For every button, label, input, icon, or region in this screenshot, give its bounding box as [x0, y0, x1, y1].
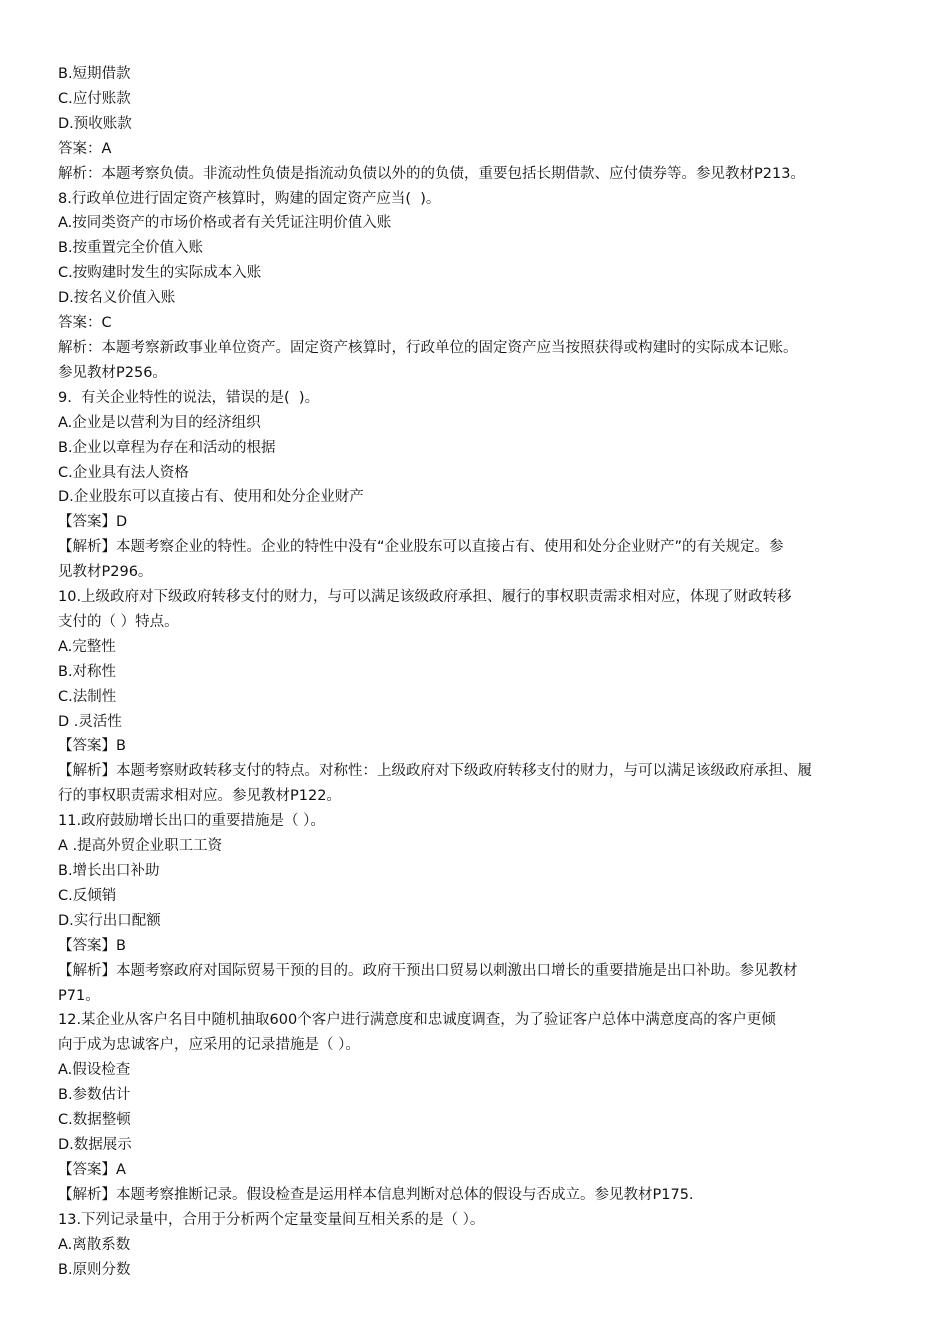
document-page [58, 62, 896, 1282]
text-line: C.法制性 [58, 688, 117, 705]
text-line: D.实行出口配额 [58, 912, 161, 929]
text-line: 【解析】本题考察企业的特性。企业的特性中没有“企业股东可以直接占有、使用和处分企业财产”的有关规定。参 [58, 539, 784, 556]
text-line: D.按名义价值入账 [58, 290, 176, 307]
text-line: A.按同类资产的市场价格或者有关凭证注明价值入账 [58, 215, 392, 232]
text-line: C.应付账款 [58, 90, 131, 107]
text-line: C.数据整顿 [58, 1112, 131, 1129]
text-line: B.短期借款 [58, 66, 131, 82]
text-line: 【解析】本题考察推断记录。假设检查是运用样本信息判断对总体的假设与否成立。参见教材P175. [58, 1186, 694, 1203]
text-line: B.对称性 [58, 663, 117, 680]
text-line: C.企业具有法人资格 [58, 464, 189, 481]
text-line: 10.上级政府对下级政府转移支付的财力，与可以满足该级政府承担、履行的事权职责需求相对应，体现了财政转移 [58, 589, 792, 606]
text-line: 【解析】本题考察财政转移支付的特点。对称性：上级政府对下级政府转移支付的财力，与可以满足该级政府承担、履 [58, 763, 812, 780]
text-line: C.反倾销 [58, 887, 117, 904]
text-line: 【答案】A [58, 1161, 126, 1178]
text-line: 9. 有关企业特性的说法，错误的是( )。 [58, 389, 320, 406]
text-line: B.按重置完全价值入账 [58, 240, 204, 257]
text-line: 12.某企业从客户名目中随机抽取600个客户进行满意度和忠诚度调查，为了验证客户总体中满意度高的客户更倾 [58, 1012, 776, 1029]
text-line: 参见教材P256。 [58, 364, 167, 381]
text-line: D .灵活性 [58, 713, 122, 730]
text-line: 向于成为忠诚客户，应采用的记录措施是（ ）。 [58, 1037, 360, 1054]
text-line: B.原则分数 [58, 1261, 131, 1278]
text-line: 解析：本题考察负债。非流动性负债是指流动负债以外的的负债，重要包括长期借款、应付债券等。参见教材P213。 [58, 165, 805, 182]
text-line: A.离散系数 [58, 1236, 131, 1253]
text-line: A.假设检查 [58, 1062, 131, 1079]
text-line: 见教材P296。 [58, 564, 153, 581]
text-line: 【答案】D [58, 514, 128, 531]
text-line: 【答案】B [58, 738, 126, 755]
text-line: A.企业是以营利为目的经济组织 [58, 414, 261, 431]
text-line: B.参数估计 [58, 1087, 131, 1104]
text-line: 【答案】B [58, 937, 126, 954]
text-line: 13.下列记录量中，合用于分析两个定量变量间互相关系的是（ ）。 [58, 1211, 485, 1228]
text-line: 答案：C [58, 315, 112, 332]
text-line: C.按购建时发生的实际成本入账 [58, 265, 262, 282]
text-line: D.数据展示 [58, 1136, 132, 1153]
text-line: D.企业股东可以直接占有、使用和处分企业财产 [58, 489, 364, 506]
text-line: A .提高外贸企业职工工资 [58, 838, 223, 855]
text-line: 【解析】本题考察政府对国际贸易干预的目的。政府干预出口贸易以刺激出口增长的重要措施是出口补助。参见教材 [58, 962, 798, 979]
text-line: 行的事权职责需求相对应。参见教材P122。 [58, 788, 341, 805]
text-line: P71。 [58, 987, 100, 1004]
text-line: 支付的（ ）特点。 [58, 613, 179, 630]
text-line: B.企业以章程为存在和活动的根据 [58, 439, 276, 456]
text-line: 答案：A [58, 140, 112, 157]
text-line: D.预收账款 [58, 115, 132, 132]
text-line: 11.政府鼓励增长出口的重要措施是（ ）。 [58, 813, 325, 830]
text-line: B.增长出口补助 [58, 863, 160, 879]
text-line: 8.行政单位进行固定资产核算时，购建的固定资产应当( )。 [58, 190, 441, 207]
text-line: 解析：本题考察新政事业单位资产。固定资产核算时，行政单位的固定资产应当按照获得或构建时的实际成本记账。 [58, 339, 798, 356]
text-line: A.完整性 [58, 638, 116, 655]
